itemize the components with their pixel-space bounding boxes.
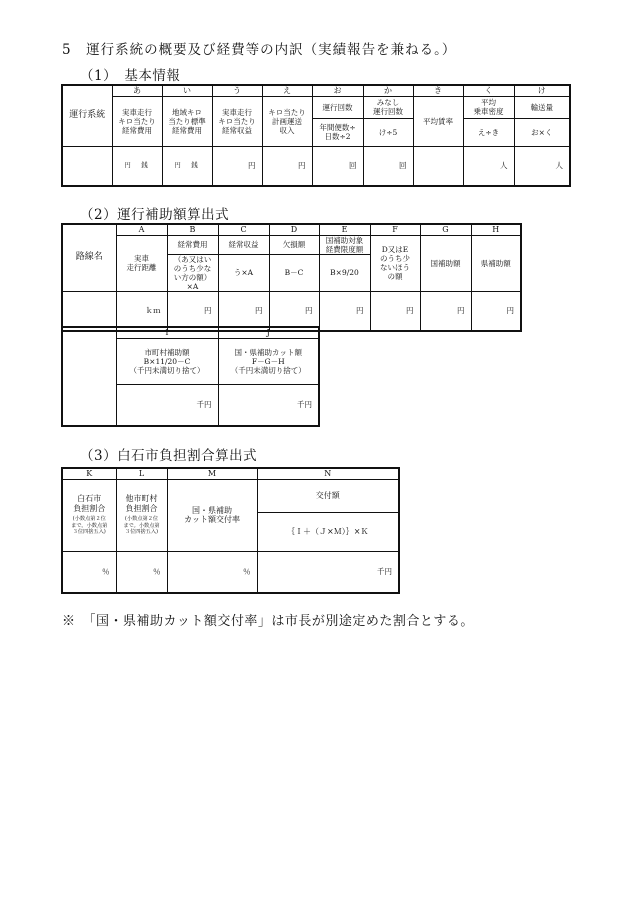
col-letter: B [167, 224, 218, 235]
row-label-unko-keito: 運行系統 [62, 85, 112, 146]
unit-cell: 千円 [218, 384, 319, 426]
header-prefecture-subsidy: 県補助額 [471, 235, 521, 291]
unit-cell: 円 [471, 291, 521, 331]
unit-cell: ％ [167, 551, 257, 593]
formula-deficit: B－C [269, 254, 319, 291]
footnote: ※ 「国・県補助カット額交付率」は市長が別途定めた割合とする。 [62, 614, 474, 629]
route-name-cell [62, 146, 112, 186]
shiroishi-ratio-label: 白石市 負担割合 [73, 494, 106, 514]
header-transport-volume: 輸送量 [514, 96, 570, 118]
unit-cell: 円 銭 [112, 146, 162, 186]
unit-cell: 円 [269, 291, 319, 331]
unit-cell: 人 [463, 146, 514, 186]
col-letter: か [363, 85, 413, 96]
header-cut-grant-rate: 国・県補助 カット額交付率 [167, 479, 257, 551]
unit-cell: 円 [167, 291, 218, 331]
col-letter: E [319, 224, 370, 235]
unit-cell: 円 [212, 146, 262, 186]
col-letter: C [218, 224, 269, 235]
formula-ordinary-cost: （あ又はい のうち少な い方の額） ×A [167, 254, 218, 291]
header-planned-revenue: キロ当たり 計画運送 収入 [262, 96, 312, 146]
col-letter: あ [112, 85, 162, 96]
col-letter: D [269, 224, 319, 235]
unit-cell: 円 [218, 291, 269, 331]
col-letter: J [218, 327, 319, 338]
subsidy-calc-table-lower [61, 326, 320, 427]
formula-ordinary-revenue: う×A [218, 254, 269, 291]
formula-transport-volume: お×く [514, 118, 570, 146]
other-ratio-label: 他市町村 負担割合 [125, 494, 158, 514]
header-standard-cost: 地域キロ 当たり標準 経常費用 [162, 96, 212, 146]
burden-ratio-table [61, 467, 400, 594]
route-name-cell [62, 327, 116, 426]
header-subsidy-cut: 国・県補助カット額 F－G－H （千円未満切り捨て） [218, 338, 319, 384]
header-other-municipal-ratio [116, 479, 167, 551]
header-deficit: 欠損額 [269, 235, 319, 254]
unit-cell: 回 [363, 146, 413, 186]
section3-title: （3）白石市負担割合算出式 [80, 448, 258, 464]
unit-cell: ％ [116, 551, 167, 593]
col-letter: お [312, 85, 363, 96]
unit-cell: 千円 [116, 384, 218, 426]
col-letter: く [463, 85, 514, 96]
unit-cell: ｋｍ [116, 291, 167, 331]
header-cost-per-km: 実車走行 キロ当たり 経常費用 [112, 96, 162, 146]
col-letter: N [257, 468, 399, 479]
formula-ride-density: え÷き [463, 118, 514, 146]
col-letter: G [420, 224, 471, 235]
row-label-route-name: 路線名 [62, 224, 116, 291]
rounding-note: (小数点第２位 まで。小数点第 ３位四捨五入) [123, 516, 160, 536]
subsidy-calc-table [61, 223, 522, 332]
header-trip-count: 運行回数 [312, 96, 363, 118]
col-letter: I [116, 327, 218, 338]
formula-subsidy-limit: B×9/20 [319, 254, 370, 291]
col-letter: け [514, 85, 570, 96]
section2-title: （2）運行補助額算出式 [80, 207, 230, 223]
header-national-subsidy: 国補助額 [420, 235, 471, 291]
col-letter: A [116, 224, 167, 235]
col-letter: H [471, 224, 521, 235]
unit-cell: 千円 [257, 551, 399, 593]
col-letter: K [62, 468, 116, 479]
unit-cell: 円 銭 [162, 146, 212, 186]
document-title: 5 運行系統の概要及び経費等の内訳（実績報告を兼ねる。） [62, 42, 457, 58]
header-ordinary-revenue: 経常収益 [218, 235, 269, 254]
formula-grant-amount: ｛Ｉ＋（Ｊ×Ｍ）｝×Ｋ [257, 512, 399, 551]
col-letter: M [167, 468, 257, 479]
unit-cell: 人 [514, 146, 570, 186]
unit-cell: 円 [319, 291, 370, 331]
col-letter: L [116, 468, 167, 479]
header-subsidy-limit: 国補助対象 経費限度額 [319, 235, 370, 254]
unit-cell: 円 [262, 146, 312, 186]
col-letter: え [262, 85, 312, 96]
header-deemed-trip-count: みなし 運行回数 [363, 96, 413, 118]
basic-info-table [61, 84, 571, 187]
col-letter: い [162, 85, 212, 96]
col-letter: F [370, 224, 420, 235]
unit-cell: 回 [312, 146, 363, 186]
header-shiroishi-ratio [62, 479, 116, 551]
unit-cell: 円 [370, 291, 420, 331]
header-revenue-per-km: 実車走行 キロ当たり 経常収益 [212, 96, 262, 146]
header-lesser-amount: D又はE のうち少 ないほう の額 [370, 235, 420, 291]
header-ordinary-cost: 経常費用 [167, 235, 218, 254]
rounding-note: (小数点第２位 まで。小数点第 ３位四捨五入) [71, 516, 108, 536]
unit-cell [413, 146, 463, 186]
formula-deemed-trips: け÷5 [363, 118, 413, 146]
formula-trip-count: 年間便数÷ 日数÷2 [312, 118, 363, 146]
section1-title: （1） 基本情報 [80, 68, 181, 84]
unit-cell: ％ [62, 551, 116, 593]
header-ride-density: 平均 乗車密度 [463, 96, 514, 118]
unit-cell: 円 [420, 291, 471, 331]
header-municipal-subsidy: 市町村補助額 B×11/20－C （千円未満切り捨て） [116, 338, 218, 384]
header-average-fare: 平均賃率 [413, 96, 463, 146]
col-letter: う [212, 85, 262, 96]
header-actual-distance: 実車 走行距離 [116, 235, 167, 291]
col-letter: き [413, 85, 463, 96]
header-grant-amount: 交付額 [257, 479, 399, 512]
